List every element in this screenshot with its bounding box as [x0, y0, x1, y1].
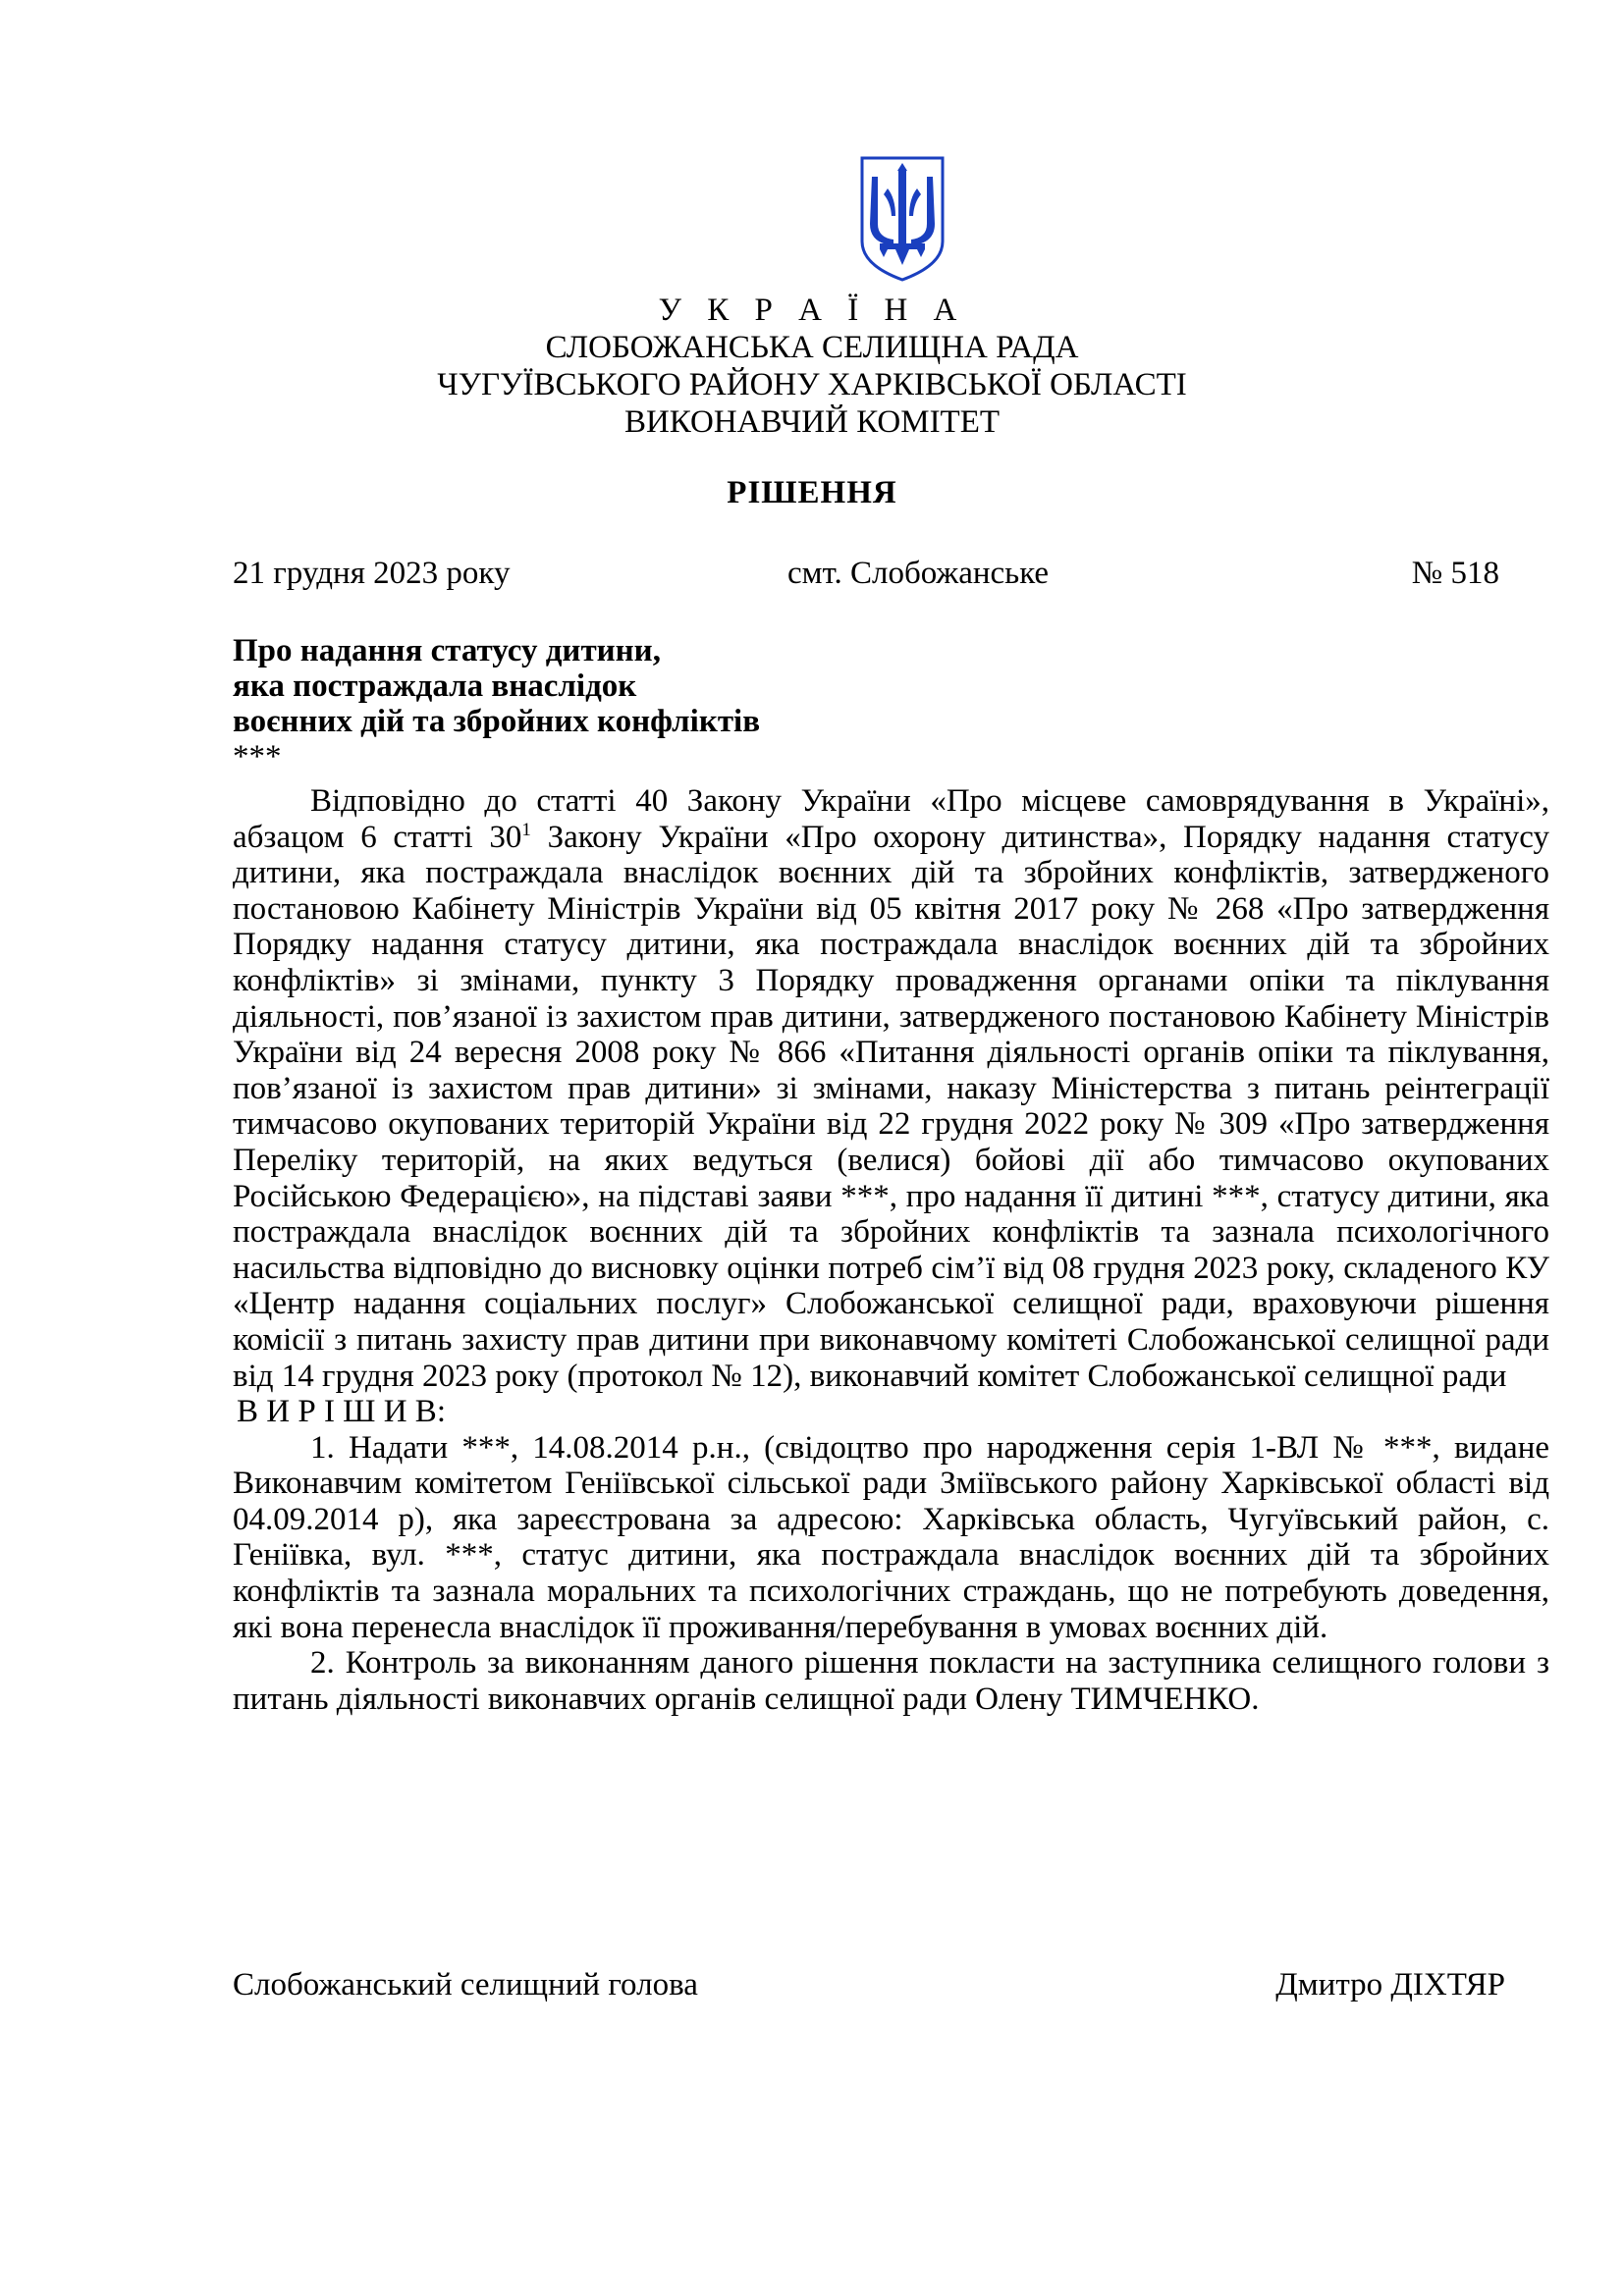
- subject-line: яка постраждала внаслідок: [233, 668, 637, 704]
- signatory-role: Слобожанський селищний голова: [233, 1967, 698, 2002]
- preamble-text-b: Закону України «Про охорону дитинства», Порядку надання статусу дитини, яка постраждала внаслідок воєнних дій та збройних конфліктів, затвердженого постановою Кабінету Міністрів України від 05 квітня 2017 року № 268 «Про затвердження Порядку надання статусу дитини, яка постраждала внаслідок воєнних дій та збройних конфліктів» зі змінами, пункту 3 Порядку провадження органами опіки та піклування діяльності, пов’язаної із захистом прав дитини, затвердженого постановою Кабінету Міністрів України від 24 вересня 2008 року № 866 «Питання діяльності органів опіки та піклування, пов’язаної із захистом прав дитини» зі змінами, наказу Міністерства з питань реінтеграції тимчасово окупованих територій України від 22 грудня 2022 року № 309 «Про затвердження Переліку територій, на яких ведуться (велися) бойові дії або тимчасово окупованих Російською Федерацією», на підставі заяви ***, про надання її дитині ***, статусу дитини, яка постраждала внаслідок воєнних дій та збройних конфліктів та зазнала психологічного насильства відповідно до висновку оцінки потреб сім’ї від 08 грудня 2023 року, складеного КУ «Центр надання соціальних послуг» Слобожанської селищної ради, враховуючи рішення комісії з питань захисту прав дитини при виконавчому комітеті Слобожанської селищної ради від 14 грудня 2023 року (протокол № 12), виконавчий комітет Слобожанської селищної ради: [233, 819, 1549, 1394]
- decision-item-2: 2. Контроль за виконанням даного рішення покласти на заступника селищного голови з питань діяльності виконавчих органів селищної ради Олену ТИМЧЕНКО.: [233, 1645, 1549, 1717]
- header-committee: ВИКОНАВЧИЙ КОМІТЕТ: [623, 404, 1001, 440]
- meta-row: [233, 556, 1499, 595]
- decision-number: № 518: [1411, 556, 1499, 591]
- tryzub-coat-of-arms-icon: [858, 155, 947, 283]
- resolve-heading: В И Р І Ш И В:: [237, 1394, 446, 1430]
- country-name: У К Р А Ї Н А: [658, 293, 966, 328]
- header-council: СЛОБОЖАНСЬКА СЕЛИЩНА РАДА: [545, 330, 1079, 365]
- redaction-marker: ***: [233, 739, 282, 774]
- preamble-paragraph: [233, 783, 1549, 1394]
- decision-body: [233, 783, 1549, 1717]
- document-title: РІШЕННЯ: [727, 475, 897, 510]
- preamble-text-a: Відповідно до статті 40 Закону України «Про місцеве самоврядування в Україні», абзацом 6 статті 30: [233, 783, 1549, 855]
- subject-line: воєнних дій та збройних конфліктів: [233, 704, 761, 739]
- decision-subject: [233, 633, 760, 774]
- header-district: ЧУГУЇВСЬКОГО РАЙОНУ ХАРКІВСЬКОЇ ОБЛАСТІ: [437, 367, 1187, 402]
- header-country: [0, 291, 1624, 330]
- signatory-name: Дмитро ДІХТЯР: [1275, 1967, 1505, 2002]
- signature-block: [233, 1967, 1505, 2006]
- decision-place: смт. Слобожанське: [787, 556, 1050, 591]
- subject-line: Про надання статусу дитини,: [233, 633, 661, 668]
- article-superscript: 1: [521, 819, 531, 840]
- decision-item-1: 1. Надати ***, 14.08.2014 р.н., (свідоцтво про народження серія 1-ВЛ № ***, видане Виконавчим комітетом Геніївської сільської ради Зміївського району Харківської області від 04.09.2014 р), яка зареєстрована за адресою: Харківська область, Чугуївський район, с. Геніївка, вул. ***, статус дитини, яка постраждала внаслідок воєнних дій та збройних конфліктів та зазнала моральних та психологічних страждань, що не потребують доведення, які вона перенесла внаслідок її проживання/перебування в умовах воєнних дій.: [233, 1429, 1549, 1645]
- decision-date: 21 грудня 2023 року: [233, 556, 511, 591]
